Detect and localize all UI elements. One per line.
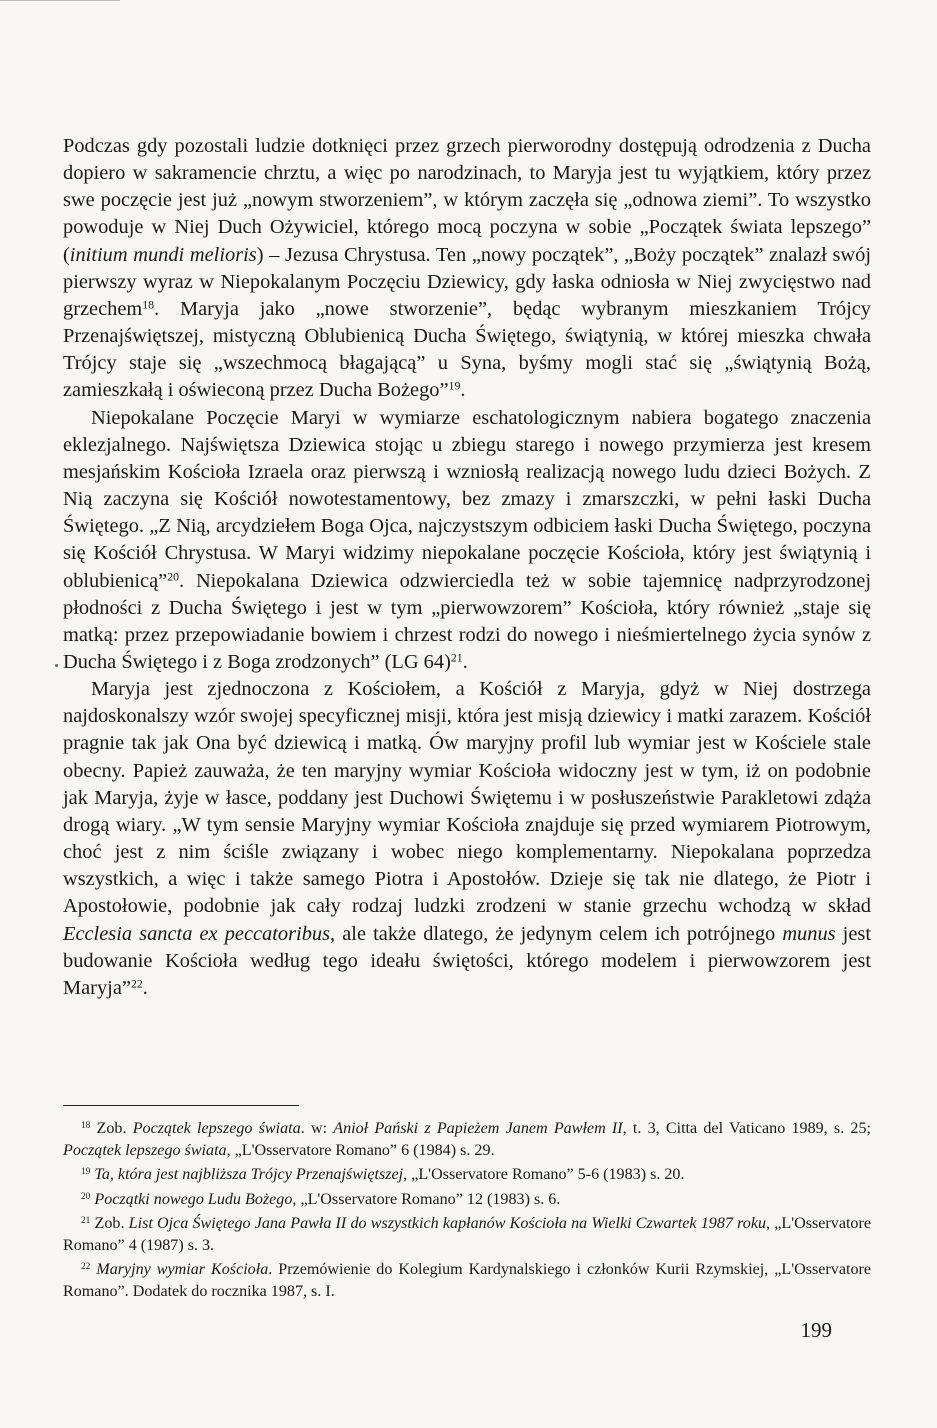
italic-text: Anioł Pański z Papieżem Janem Pawłem II (333, 1120, 623, 1137)
footnote-ref: 21 (450, 650, 463, 665)
italic-text: Maryjny wymiar Kościoła (96, 1261, 269, 1278)
footnote-ref: 19 (81, 1166, 91, 1177)
italic-text: munus (782, 922, 836, 945)
footnote-18 (63, 1118, 871, 1161)
text-run: Podczas gdy pozostali ludzie dotknięci przez grzech pierworodny dostępują odrodzenia z Ducha dopiero w sakramencie chrztu, a więc po narodzinach, to Maryja jest tu wyjątkiem, który przez swe poczęcie jest już „nowym stworzeniem”, w którym zaczęła się „odnowa ziemi”. To wszystko powoduje w Niej Duch Ożywiciel, którego mocą poczyna w sobie „Początek świata lepszego” ( (63, 135, 871, 266)
page-number: 199 (800, 1318, 832, 1342)
text-run: , „L'Osservatore Romano” 6 (1984) s. 29. (226, 1141, 495, 1159)
footnote-ref: 22 (130, 976, 143, 991)
footnote-ref: 21 (81, 1215, 91, 1226)
text-run: . Niepokalana Dziewica odzwierciedla też w sobie tajemnicę nadprzyrodzonej płodności z Ducha Świętego i jest w tym „pierwowzorem” Kościoła, który również „staje się matką: przez przepowiadanie bowiem i chrzest rodzi do nowego i nieśmiertelnego życia synów z Ducha Świętego i z Boga zrodzonych” (LG 64) (63, 569, 871, 673)
text-run: ) – Jezusa Chrystusa. Ten „nowy początek”, „Boży początek” znalazł swój pierwszy wyraz w Niepokalanym Poczęciu Dziewicy, gdy łaska odniosła w Niej zwycięstwo nad grzechem (63, 243, 871, 320)
italic-text: initium mundi melioris (69, 243, 257, 266)
text-run: . (142, 976, 148, 999)
text-run: , „L'Osservatore Romano” 12 (1983) s. 6. (292, 1190, 561, 1208)
footnote-19 (63, 1164, 871, 1186)
footnote-ref: 22 (81, 1261, 91, 1272)
footnote-22 (63, 1259, 871, 1302)
scan-edge-mark (0, 0, 120, 1)
footnote-separator (63, 1105, 299, 1106)
text-run: , t. 3, Citta del Vaticano 1989, s. 25; (622, 1120, 871, 1137)
text-run: . Maryja jako „nowe stworzenie”, będąc wybranym mieszkaniem Trójcy Przenajświętszej, mistyczną Oblubienicą Ducha Świętego, świątynią, w której mieszka chwała Trójcy staje się „wszechmocą błagającą” u Syna, byśmy mogli stać się „świątynią Bożą, zamieszkałą i oświeconą przez Ducha Bożego” (63, 297, 871, 402)
text-run: Zob. (90, 1215, 129, 1232)
text-run: . (462, 650, 468, 673)
italic-text: Ta, która jest najbliższa Trójcy Przenajświętszej (94, 1166, 404, 1183)
text-run: Maryja jest zjednoczona z Kościołem, a Kościół z Maryja, gdyż w Niej dostrzega najdoskonalszy wzór swojej specyficznej misji, która jest misją dziewicy i matki zarazem. Kościół pragnie tak jak Ona być dziewicą i matką. Ów maryjny profil lub wymiar jest w Kościele stale obecny. Papież zauważa, że ten maryjny wymiar Kościoła widoczny jest w tym, iż on podobnie jak Maryja, żyje w łasce, poddany jest Duchowi Świętemu i w posłuszeństwie Parakletowi zdąża drogą wiary. „W tym sensie Maryjny wymiar Kościoła znajduje się przed wymiarem Piotrowym, choć jest z nim ściśle związany i wobec niego komplementarny. Niepokalana poprzedza wszystkich, a więc i także samego Piotra i Apostołów. Dzieje się tak nie dlatego, że Piotr i Apostołowie, podobnie jak cały rodzaj ludzki zrodzeni w stanie grzechu wchodzą w skład (63, 678, 871, 918)
italic-text: List Ojca Świętego Jana Pawła II do wszystkich kapłanów Kościoła na Wielki Czwartek 1987 roku (128, 1215, 767, 1232)
text-run: . Przemówienie do Kolegium Kardynalskiego i członków Kurii Rzymskiej, „L'Osservatore Romano”. Dodatek do rocznika 1987, s. I. (63, 1261, 871, 1300)
footnote-ref: 20 (81, 1191, 91, 1202)
text-run: , „L'Osservatore Romano” 4 (1987) s. 3. (63, 1215, 871, 1254)
scan-speck (55, 664, 58, 667)
text-run: , ale także dlatego, że jedynym celem ich potrójnego (330, 922, 783, 945)
footnotes (63, 1118, 871, 1305)
footnote-ref: 20 (167, 569, 180, 583)
text-run: . (460, 379, 466, 402)
italic-text: Początek lepszego świata (132, 1120, 301, 1137)
main-text (63, 133, 871, 1002)
footnote-ref: 18 (142, 297, 155, 312)
paragraph-3 (63, 676, 871, 1002)
footnote-ref: 19 (448, 378, 461, 393)
footnote-ref: 18 (81, 1120, 91, 1131)
italic-text: Początek lepszego świata (63, 1141, 227, 1159)
text-run: , „L'Osservatore Romano” 5-6 (1983) s. 20. (403, 1166, 685, 1183)
footnote-20 (63, 1189, 871, 1211)
text-run: Niepokalane Poczęcie Maryi w wymiarze eschatologicznym nabiera bogatego znaczenia eklezjalnego. Najświętsza Dziewica stojąc u zbiegu starego i nowego przymierza jest kresem mesjańskim Kościoła Izraela oraz pierwszą i wzniosłą realizacją nowego ludu dzieci Bożych. Z Nią zaczyna się Kościół nowotestamentowy, bez zmazy i zmarszczki, w pełni łaski Ducha Świętego. „Z Nią, arcydziełem Boga Ojca, najczystszym odbiciem łaski Ducha Świętego, poczyna się Kościół Chrystusa. W Maryi widzimy niepokalane poczęcie Kościoła, który jest świątynią i oblubienicą” (63, 406, 871, 592)
text-run: Zob. (90, 1120, 133, 1137)
italic-text: Ecclesia sancta ex peccatoribus (63, 922, 331, 945)
text-run: jest budowanie Kościoła według tego ideału świętości, którego modelem i pierwowzorem jest Maryja” (63, 922, 871, 999)
paragraph-2 (63, 405, 871, 677)
footnote-21 (63, 1213, 871, 1256)
italic-text: Początki nowego Ludu Bożego (94, 1190, 293, 1208)
paragraph-1 (63, 133, 871, 405)
text-run: . w: (300, 1120, 334, 1137)
